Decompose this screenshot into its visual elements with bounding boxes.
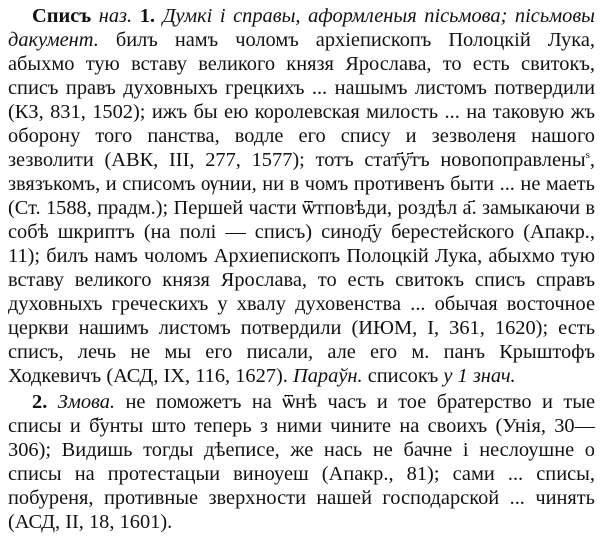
citation: (Апакр., 81); xyxy=(321,463,440,485)
quotation: , звязъкомъ, и списомъ ѹнии, ни в чомъ противенъ быти ... не маеть xyxy=(8,149,595,195)
quotation: тотъ стат҃у҃тъ новопоправлены xyxy=(304,149,586,171)
sense-number: 2. xyxy=(32,391,48,413)
quotation: не поможетъ на ѿнѣ часъ и тое братерство и тые списы и б҃унты што теперь з ними чините на своихъ xyxy=(8,391,595,437)
part-of-speech: наз. xyxy=(98,5,133,27)
quotation: билъ намъ чоломъ архіепископъ Полоцкій Лука, абыхмо тую вставу великого князя Ярослава, то есть свитокъ, списъ правъ духовныхъ грецкихъ ... нашымъ листомъ потвердили xyxy=(8,29,595,99)
sense-1-paragraph xyxy=(8,4,595,388)
quotation: Видишь тогды дѣеписе, же нась не бачне і неслоушне о списы на протестацыи виноуеш xyxy=(8,439,595,485)
quotation: есть списъ, лечь не мы его писали, але его м. панъ Крыштофъ Ходкевичъ xyxy=(8,317,595,387)
citation: (АВК, III, 277, 1577); xyxy=(104,149,305,171)
citation: (Унія, 30—306); xyxy=(8,415,595,461)
citation: (АСД, II, 18, 1601). xyxy=(8,511,173,533)
quotation: билъ намъ чоломъ Архиепископъ Полоцкій Лука, абыхмо тую вставу великого князя Ярослава, то есть свитокъ списъ справъ духовныхъ греческихъ у хвалу духовенства ... обычая восточное церкви нашимъ листомъ потвердили xyxy=(8,245,595,339)
quotation: Першей части ѿтповѣди, роздѣл а҃. замыкаючи в собѣ шкриптъ (на полі — списъ) синод҃у берестейского xyxy=(8,197,595,243)
sense-number: 1. xyxy=(139,5,155,27)
citation: (Апакр., 11); xyxy=(8,221,595,267)
sense-gloss: Змова. xyxy=(57,391,116,413)
citation: (КЗ, 831, 1502); xyxy=(8,101,146,123)
superscript-mark: s xyxy=(585,149,590,161)
compare-word: списокъ xyxy=(367,365,439,387)
citation: (АСД, IX, 116, 1627). xyxy=(106,365,288,387)
citation: (Ст. 1588, прадм.); xyxy=(8,197,169,219)
quotation: сами ... списы, побуреня, противные зверхности нашей господарской ... чинять xyxy=(8,463,595,509)
sense-gloss: Думкі і справы, аформленыя пісьмова; пісьмовы дакумент. xyxy=(8,5,595,51)
compare-sense: у 1 знач. xyxy=(443,365,516,387)
citation: (ИЮМ, I, 361, 1620); xyxy=(351,317,549,339)
compare-label: Параўн. xyxy=(293,365,363,387)
headword: Списъ xyxy=(32,5,92,27)
quotation: ижъ бы ею королевская милость ... на таковую жъ оборону того панства, водле его спису и зезволеня нашого зезволити xyxy=(8,101,595,171)
sense-2-paragraph xyxy=(8,390,595,534)
